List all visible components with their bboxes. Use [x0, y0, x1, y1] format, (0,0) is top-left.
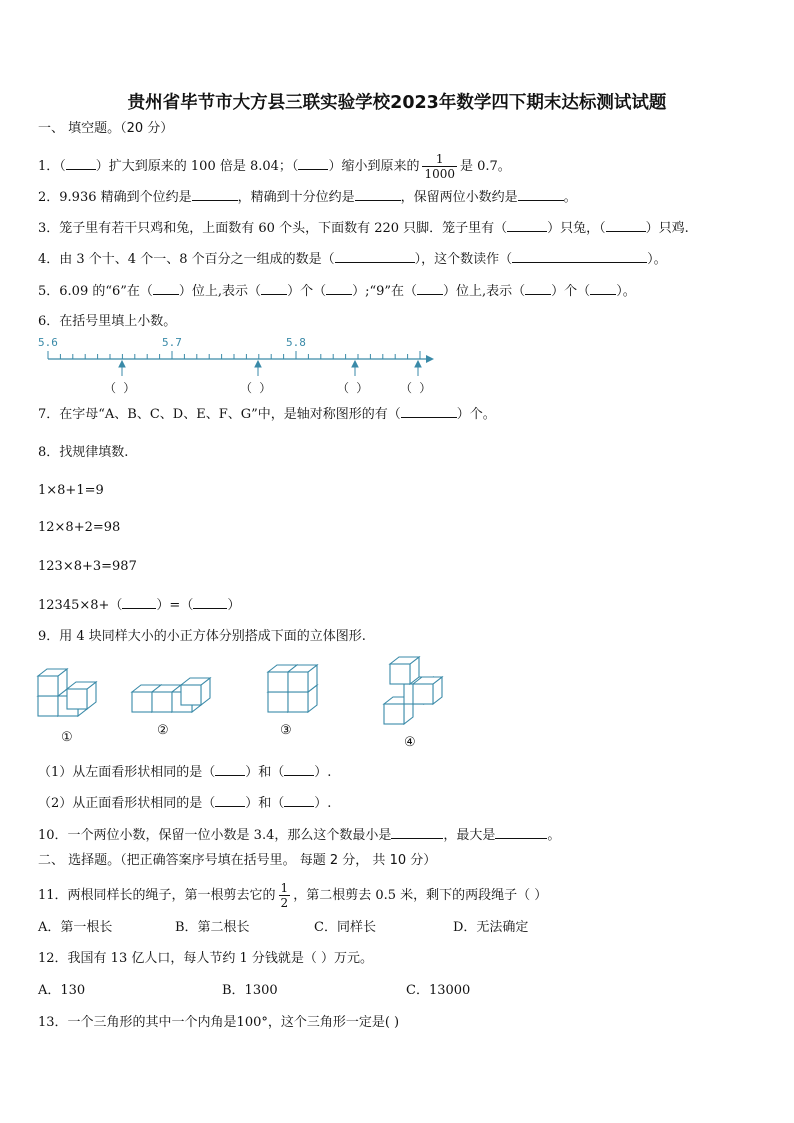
answer-blank[interactable]: [335, 250, 415, 263]
cube-face: [268, 692, 288, 712]
option-a[interactable]: A．第一根长: [38, 920, 113, 935]
question-7: 7．在字母“A、B、C、D、E、F、G”中，是轴对称图形的有（ ）个。: [38, 407, 496, 422]
answer-blank[interactable]: [518, 188, 564, 201]
question-11: 11．两根同样长的绳子，第一根剪去它的 $\frac{1}{2}$ ，第二根剪去 0.5 米，剩下的两段绳子（ ）: [38, 881, 548, 910]
question-5: 5．6.09 的“6”在（ ）位上,表示（ ）个（ ）;“9”在（ ）位上,表示（ ）个（ ）。: [38, 284, 636, 299]
arrowhead-icon: [426, 355, 434, 363]
answer-blank[interactable]: [215, 763, 245, 776]
fraction: $\frac{1}{2}$: [280, 881, 289, 910]
answer-blank[interactable]: [122, 596, 156, 609]
answer-paren: （ ）: [400, 381, 432, 395]
cube-face: [268, 672, 288, 692]
answer-blank[interactable]: [606, 219, 646, 232]
cube-face: [413, 684, 433, 704]
section-1-heading: 一、 填空题。（20 分）: [38, 121, 174, 136]
option-b[interactable]: B．1300: [222, 983, 278, 998]
question-9-part-2: （2）从正面看形状相同的是（ ）和（ ）.: [38, 796, 332, 811]
answer-paren: （ ）: [240, 381, 272, 395]
answer-paren: （ ）: [337, 381, 369, 395]
answer-blank[interactable]: [153, 282, 179, 295]
answer-paren: （ ）: [104, 381, 136, 395]
question-2: 2．9.936 精确到个位约是 ，精确到十分位约是 ，保留两位小数约是 。: [38, 190, 577, 205]
answer-blank[interactable]: [590, 282, 616, 295]
option-c[interactable]: C．同样长: [314, 920, 376, 935]
pattern-line: 12×8+2=98: [38, 520, 121, 535]
pattern-line: 12345×8+（ ）=（ ）: [38, 598, 241, 613]
answer-blank[interactable]: [215, 794, 245, 807]
answer-blank[interactable]: [495, 826, 547, 839]
answer-blank[interactable]: [507, 219, 547, 232]
answer-blank[interactable]: [284, 763, 314, 776]
figure-label: ④: [404, 735, 416, 750]
answer-blank[interactable]: [284, 794, 314, 807]
cube-face: [67, 689, 87, 709]
cube-face: [132, 692, 152, 712]
number-line-label: 5.6: [38, 336, 58, 349]
question-6: 6．在括号里填上小数。: [38, 314, 177, 329]
answer-blank[interactable]: [391, 826, 443, 839]
answer-blank[interactable]: [355, 188, 401, 201]
page-title: 贵州省毕节市大方县三联实验学校2023年数学四下期末达标测试试题: [127, 93, 667, 113]
fraction: $\frac{1}{1000}$: [424, 152, 455, 181]
question-9: 9．用 4 块同样大小的小正方体分别搭成下面的立体图形.: [38, 629, 366, 644]
cube-face: [181, 685, 201, 705]
cube-face: [288, 672, 308, 692]
question-10: 10．一个两位小数，保留一位小数是 3.4，那么这个数最小是 ，最大是 。: [38, 828, 561, 843]
option-b[interactable]: B．第二根长: [175, 920, 250, 935]
answer-blank[interactable]: [261, 282, 287, 295]
section-2-heading: 二、 选择题。（把正确答案序号填在括号里。 每题 2 分， 共 10 分）: [38, 853, 437, 868]
cube-face: [288, 692, 308, 712]
cube-face: [38, 676, 58, 696]
cube-face: [152, 692, 172, 712]
answer-blank[interactable]: [512, 250, 647, 263]
figure-label: ①: [61, 730, 73, 745]
question-8: 8．找规律填数.: [38, 445, 129, 460]
pattern-line: 1×8+1=9: [38, 483, 104, 498]
cube-face: [390, 664, 410, 684]
answer-blank[interactable]: [525, 282, 551, 295]
answer-blank[interactable]: [417, 282, 443, 295]
question-9-part-1: （1）从左面看形状相同的是（ ）和（ ）.: [38, 765, 332, 780]
answer-blank[interactable]: [298, 157, 328, 170]
answer-blank[interactable]: [401, 405, 457, 418]
number-line-label: 5.8: [286, 336, 306, 349]
question-13: 13．一个三角形的其中一个内角是100°，这个三角形一定是( ): [38, 1015, 400, 1030]
answer-blank[interactable]: [193, 596, 227, 609]
answer-blank[interactable]: [326, 282, 352, 295]
figure-label: ③: [280, 723, 292, 738]
answer-blank[interactable]: [66, 157, 96, 170]
cube-face: [384, 704, 404, 724]
number-line: [34, 334, 444, 400]
number-line-label: 5.7: [162, 336, 182, 349]
question-4: 4．由 3 个十、4 个一、8 个百分之一组成的数是（ ），这个数读作（ ）。: [38, 252, 667, 267]
cube-face: [38, 696, 58, 716]
figure-label: ②: [157, 723, 169, 738]
question-1: 1．（ ）扩大到原来的 100 倍是 8.04；（ ）缩小到原来的 $\frac{1}{1000}$ 是 0.7。: [38, 152, 511, 181]
pattern-line: 123×8+3=987: [38, 559, 137, 574]
option-a[interactable]: A．130: [38, 983, 86, 998]
option-d[interactable]: D．无法确定: [453, 920, 529, 935]
cube-figures: [30, 652, 460, 756]
answer-blank[interactable]: [192, 188, 238, 201]
pointer-arrows: [119, 361, 421, 376]
option-c[interactable]: C．13000: [406, 983, 471, 998]
question-3: 3．笼子里有若干只鸡和兔，上面数有 60 个头，下面数有 220 只脚．笼子里有（ ）只兔，（ ）只鸡.: [38, 221, 689, 236]
question-12: 12．我国有 13 亿人口，每人节约 1 分钱就是（ ）万元。: [38, 951, 374, 966]
